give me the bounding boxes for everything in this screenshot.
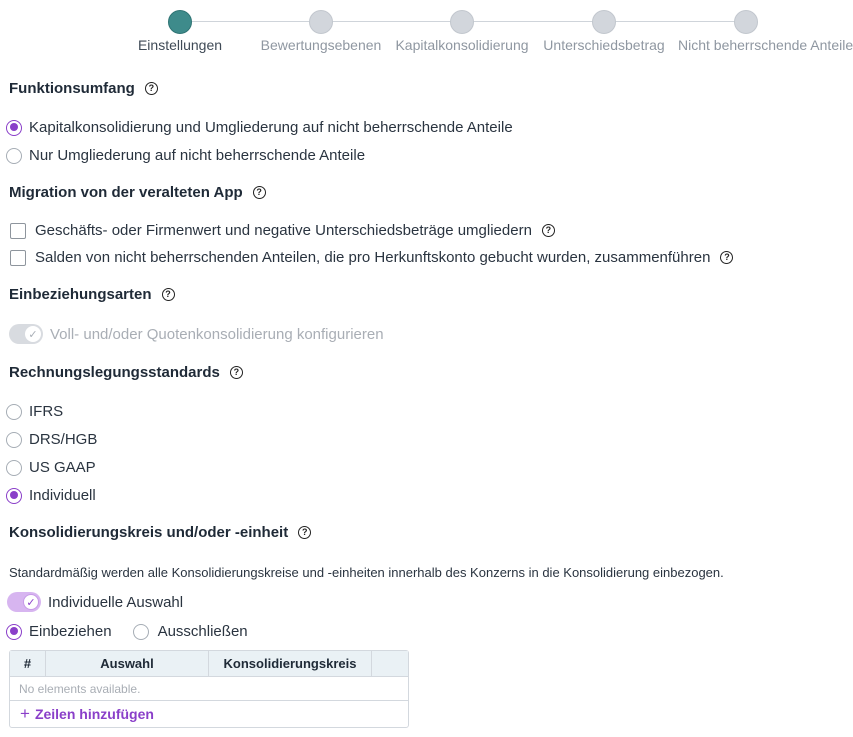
radio-button[interactable] [6, 460, 22, 476]
radio-button[interactable] [6, 148, 22, 164]
konsolidierungskreis-hint: Standardmäßig werden alle Konsolidierungskreise und -einheiten innerhalb des Konzerns in die Konsolidierung einbezogen. [9, 565, 724, 580]
column-header-konsolidierungskreis[interactable]: Konsolidierungskreis [209, 651, 372, 676]
toggle-label: Individuelle Auswahl [48, 593, 184, 611]
help-circle-icon[interactable]: ? [230, 366, 243, 379]
help-circle-icon[interactable]: ? [253, 186, 266, 199]
checkbox-label: Geschäfts- oder Firmenwert und negative Unterschiedsbeträge umgliedern [35, 222, 532, 239]
radio-individuell[interactable] [6, 487, 96, 504]
column-header-actions [372, 651, 408, 676]
radio-label: DRS/HGB [29, 431, 98, 448]
step-indicator [592, 10, 616, 34]
step-kapitalkonsolidierung[interactable] [394, 10, 530, 53]
help-circle-icon[interactable]: ? [145, 82, 158, 95]
step-unterschiedsbetrag[interactable] [529, 10, 679, 53]
radio-label: US GAAP [29, 459, 96, 476]
add-rows-button[interactable] [10, 701, 408, 727]
step-einstellungen[interactable] [105, 10, 255, 53]
section-title-text: Funktionsumfang [9, 80, 135, 97]
radio-nur-umgliederung[interactable] [6, 147, 365, 164]
checkbox-label: Salden von nicht beherrschenden Anteilen, die pro Herkunftskonto gebucht wurden, zusammenführen [35, 249, 711, 266]
radio-label-ausschliessen[interactable]: Ausschließen [157, 623, 248, 640]
radio-button[interactable] [6, 432, 22, 448]
radio-label: Individuell [29, 487, 96, 504]
radio-kapitalkonsolidierung-und-umgliederung[interactable] [6, 119, 513, 136]
help-circle-icon[interactable]: ? [720, 251, 733, 264]
step-indicator-active [168, 10, 192, 34]
step-indicator [309, 10, 333, 34]
help-circle-icon[interactable]: ? [298, 526, 311, 539]
wizard-stepper [0, 0, 851, 60]
step-label: Kapitalkonsolidierung [395, 37, 529, 53]
step-label: Unterschiedsbetrag [543, 37, 665, 53]
step-nicht-beherrschende-anteile[interactable] [678, 10, 853, 53]
check-icon: ✓ [23, 594, 39, 610]
radio-label: Nur Umgliederung auf nicht beherrschende Anteile [29, 147, 366, 164]
step-indicator [450, 10, 474, 34]
radio-ifrs[interactable] [6, 403, 63, 420]
checkbox-row-firmenwert-umgliedern[interactable] [6, 222, 555, 239]
step-label: Einstellungen [137, 37, 223, 53]
radio-button-selected[interactable] [6, 120, 22, 136]
radio-label: IFRS [29, 403, 64, 420]
table-header [10, 651, 408, 677]
section-title-text: Migration von der veralteten App [9, 184, 243, 201]
step-label: Nicht beherrschende Anteile [678, 37, 853, 53]
step-bewertungsebenen[interactable] [246, 10, 396, 53]
section-title-text: Rechnungslegungsstandards [9, 364, 220, 381]
section-title-konsolidierungskreis [9, 524, 311, 541]
plus-icon: + [20, 704, 30, 723]
radio-group-einbeziehen-ausschliessen [6, 623, 248, 640]
radio-us-gaap[interactable] [6, 459, 96, 476]
add-rows-label: Zeilen hinzufügen [34, 706, 154, 722]
step-indicator [734, 10, 758, 34]
toggle-label: Voll- und/oder Quotenkonsolidierung konfigurieren [50, 325, 384, 343]
table-empty-message: No elements available. [10, 677, 408, 701]
help-circle-icon[interactable]: ? [162, 288, 175, 301]
checkbox[interactable] [10, 250, 26, 266]
checkbox[interactable] [10, 223, 26, 239]
section-title-funktionsumfang [9, 80, 158, 97]
radio-button-einbeziehen[interactable] [6, 624, 22, 640]
column-header-auswahl[interactable]: Auswahl [46, 651, 209, 676]
section-title-migration [9, 184, 266, 201]
radio-button[interactable] [6, 404, 22, 420]
radio-drs-hgb[interactable] [6, 431, 97, 448]
step-label: Bewertungsebenen [260, 37, 382, 53]
section-title-text: Konsolidierungskreis und/oder -einheit [9, 524, 289, 541]
section-title-einbeziehungsarten [9, 286, 175, 303]
column-header-index: # [10, 651, 46, 676]
toggle-row-individuelle-auswahl[interactable] [7, 592, 183, 612]
checkbox-row-salden-zusammenfuehren[interactable] [6, 249, 733, 266]
check-icon: ✓ [25, 326, 41, 342]
radio-label-einbeziehen[interactable]: Einbeziehen [29, 623, 112, 640]
radio-button-selected[interactable] [6, 488, 22, 504]
section-title-rechnungslegungsstandards [9, 364, 243, 381]
toggle-switch[interactable] [7, 592, 41, 612]
toggle-switch-disabled [9, 324, 43, 344]
radio-label: Kapitalkonsolidierung und Umgliederung auf nicht beherrschende Anteile [29, 119, 513, 136]
help-circle-icon[interactable]: ? [542, 224, 555, 237]
konsolidierungskreis-table [9, 650, 409, 728]
radio-button-ausschliessen[interactable] [133, 624, 149, 640]
toggle-row-quotenkonsolidierung [9, 324, 384, 344]
section-title-text: Einbeziehungsarten [9, 286, 152, 303]
